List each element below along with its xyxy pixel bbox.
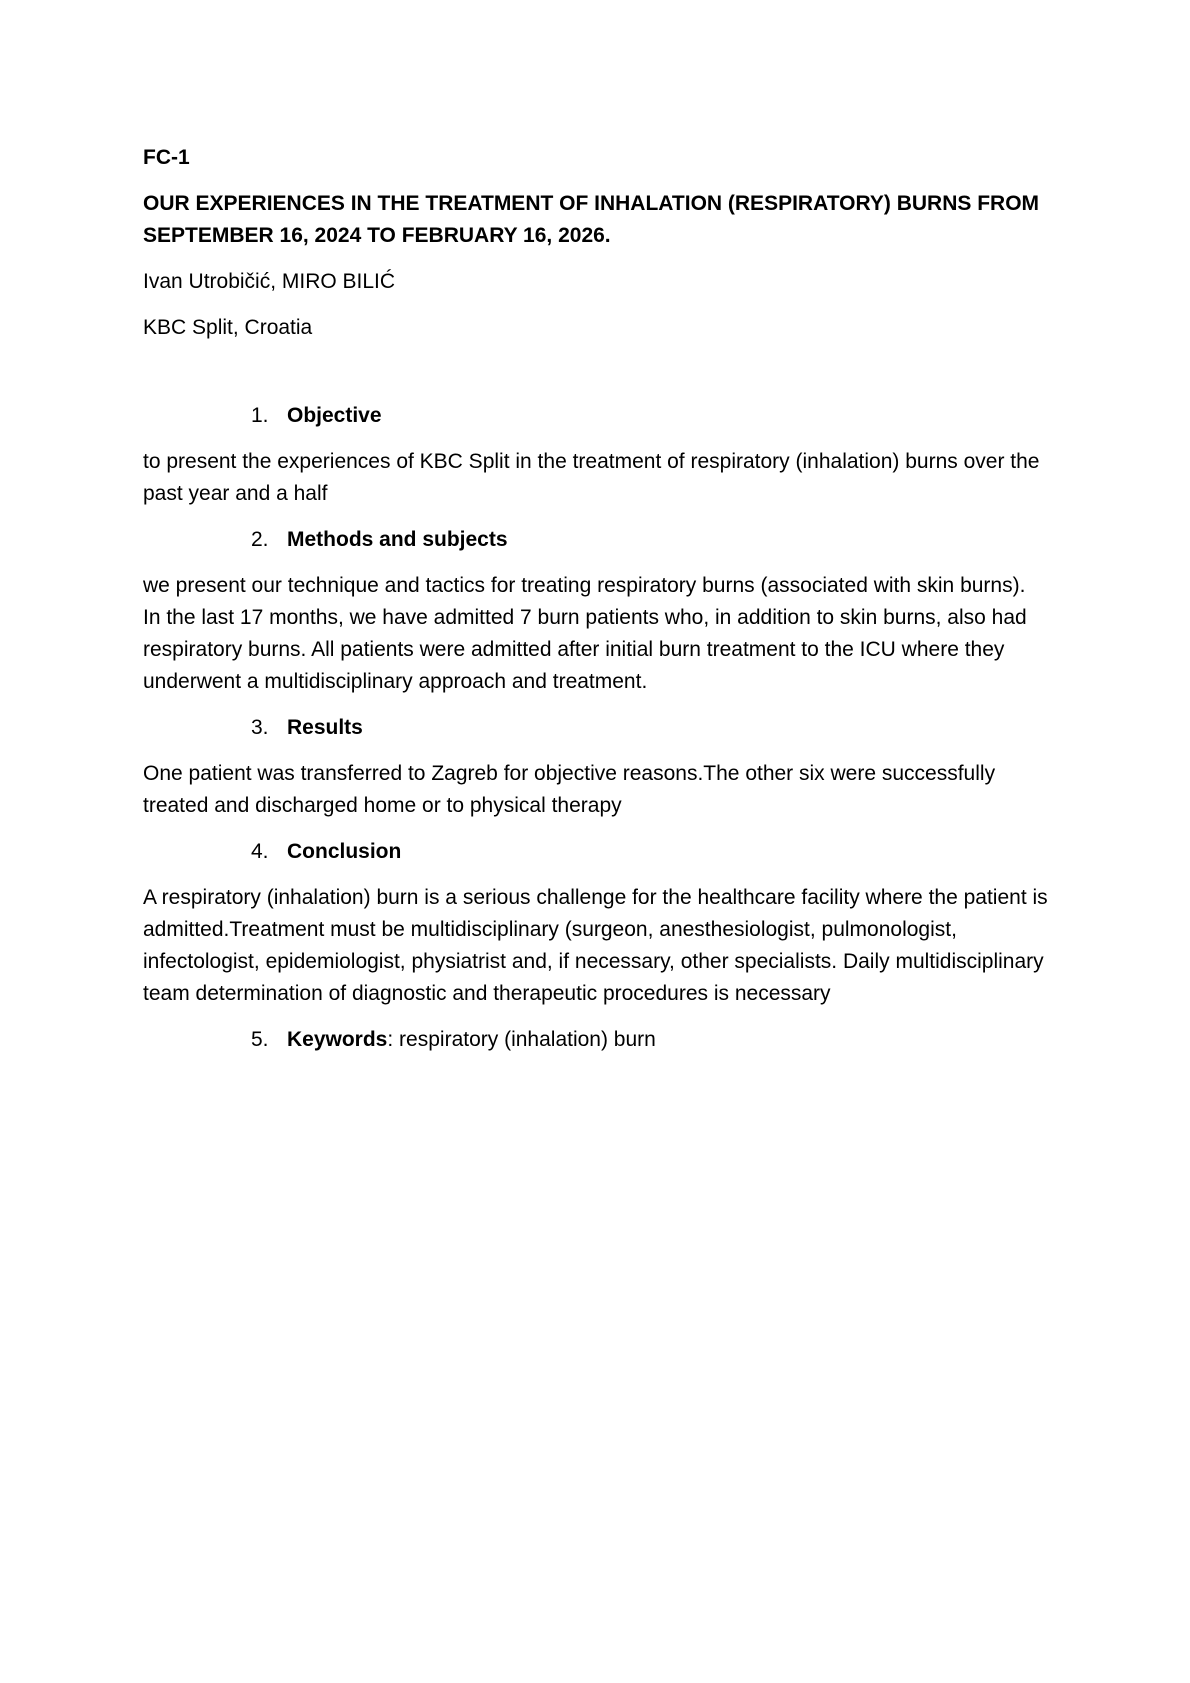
section-title: Results (287, 716, 363, 739)
section-heading-methods (143, 524, 1048, 556)
abstract-body (143, 142, 1048, 1070)
section-title: Objective (287, 404, 382, 427)
affiliation: KBC Split, Croatia (143, 316, 313, 339)
section-heading-objective (143, 400, 1048, 432)
section-number: 4. (251, 840, 269, 863)
keywords-text: respiratory (inhalation) burn (393, 1028, 656, 1051)
section-number: 1. (251, 404, 269, 427)
keywords-line (143, 1024, 1048, 1056)
section-text-methods: we present our technique and tactics for treating respiratory burns (associated with skin burns). In the last 17 months, we have admitted 7 burn patients who, in addition to skin burns, also had respiratory burns. All patients were admitted after initial burn treatment to the ICU where they underwent a multidisciplinary approach and treatment. (143, 574, 1027, 693)
section-title: Conclusion (287, 840, 402, 863)
authors: Ivan Utrobičić, MIRO BILIĆ (143, 270, 396, 293)
abstract-code: FC-1 (143, 146, 190, 169)
section-text-objective: to present the experiences of KBC Split in the treatment of respiratory (inhalation) burns over the past year and a half (143, 450, 1040, 505)
section-number: 2. (251, 528, 269, 551)
keywords-separator: : (387, 1028, 394, 1051)
section-text-conclusion: A respiratory (inhalation) burn is a serious challenge for the healthcare facility where the patient is admitted.Treatment must be multidisciplinary (surgeon, anesthesiologist, pulmonologist, infectologist, epidemiologist, physiatrist and, if necessary, other specialists. Daily multidisciplinary team determination of diagnostic and therapeutic procedures is necessary (143, 886, 1048, 1005)
abstract-title: OUR EXPERIENCES IN THE TREATMENT OF INHALATION (RESPIRATORY) BURNS FROM SEPTEMBER 16, 2024 TO FEBRUARY 16, 2026. (143, 192, 1040, 247)
section-heading-results (143, 712, 1048, 744)
section-number: 3. (251, 716, 269, 739)
section-title: Methods and subjects (287, 528, 508, 551)
keywords-label: Keywords (287, 1028, 388, 1051)
section-text-results: One patient was transferred to Zagreb for objective reasons.The other six were successfully treated and discharged home or to physical therapy (143, 762, 996, 817)
section-heading-conclusion (143, 836, 1048, 868)
section-number: 5. (251, 1028, 269, 1051)
